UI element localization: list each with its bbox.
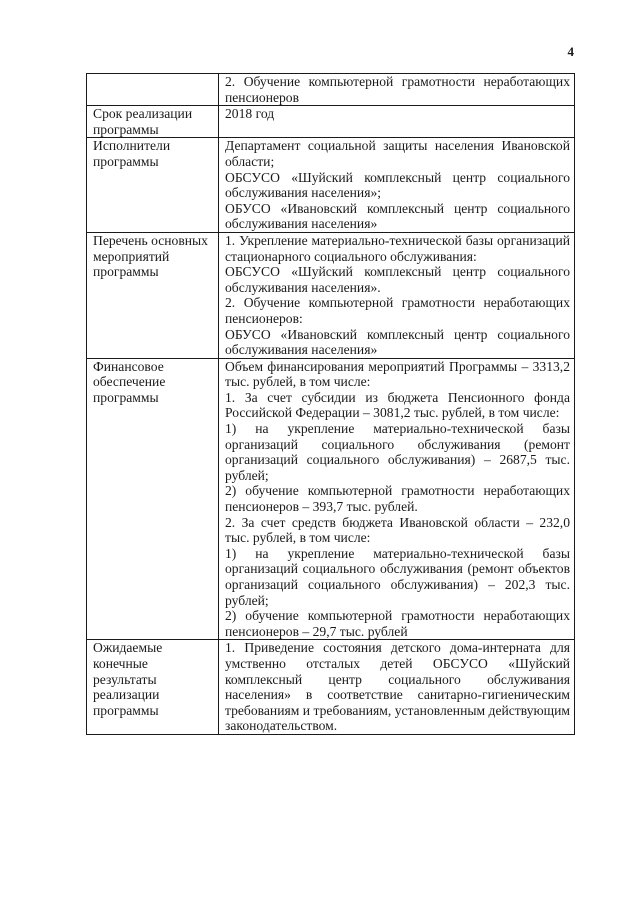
row-content	[219, 358, 575, 640]
page-number: 4	[567, 44, 574, 59]
row-label: Финансовое обеспечение программы	[87, 358, 219, 640]
table-row	[87, 232, 575, 358]
paragraph: 1. Укрепление материально-технической базы организаций стационарного социального обслуживания:	[225, 232, 570, 264]
paragraph: Объем финансирования мероприятий Программы – 3313,2 тыс. рублей, в том числе:	[225, 358, 570, 390]
program-passport-table	[86, 73, 575, 735]
paragraph: 1. Приведение состояния детского дома-интерната для умственно отсталых детей ОБСУСО «Шуйский комплексный центр социального обслуживания населения» в соответствие санитарно-гигиеническим требованиям и требованиям, установленным действующим законодательством.	[225, 640, 570, 734]
paragraph: 2. Обучение компьютерной грамотности неработающих пенсионеров	[225, 74, 570, 105]
row-content	[219, 232, 575, 358]
paragraph: 2. Обучение компьютерной грамотности неработающих пенсионеров:	[225, 295, 570, 326]
paragraph: ОБУСО «Ивановский комплексный центр социального обслуживания населения»	[225, 200, 570, 232]
paragraph: 2) обучение компьютерной грамотности неработающих пенсионеров – 29,7 тыс. рублей	[225, 608, 570, 639]
table-row	[87, 106, 575, 138]
row-content	[219, 138, 575, 233]
paragraph: 2018 год	[225, 106, 275, 122]
table-row	[87, 640, 575, 735]
paragraph: 1) на укрепление материально-технической базы организаций социального обслуживания (ремонт объектов организаций социального обслуживания) – 202,3 тыс. рублей;	[225, 545, 570, 608]
row-label: Ожидаемые конечные результаты реализации программы	[87, 640, 219, 735]
row-label	[87, 74, 219, 106]
row-content	[219, 640, 575, 735]
row-label: Срок реализации программы	[87, 106, 219, 138]
paragraph: Департамент социальной защиты населения Ивановской области;	[225, 138, 570, 169]
row-label: Исполнители программы	[87, 138, 219, 233]
paragraph: 1. За счет субсидии из бюджета Пенсионного фонда Российской Федерации – 3081,2 тыс. рублей, в том числе:	[225, 389, 570, 421]
paragraph: ОБСУСО «Шуйский комплексный центр социального обслуживания населения».	[225, 264, 570, 295]
paragraph: ОБУСО «Ивановский комплексный центр социального обслуживания населения»	[225, 326, 570, 358]
table-row	[87, 74, 575, 106]
row-content	[219, 74, 575, 106]
table-row	[87, 358, 575, 640]
table-row	[87, 138, 575, 233]
paragraph: 1) на укрепление материально-технической базы организаций социального обслуживания (ремонт организаций социального обслуживания) – 2687,5 тыс. рублей;	[225, 421, 570, 483]
paragraph: 2) обучение компьютерной грамотности неработающих пенсионеров – 393,7 тыс. рублей.	[225, 483, 570, 515]
row-content	[219, 106, 575, 138]
paragraph: ОБСУСО «Шуйский комплексный центр социального обслуживания населения»;	[225, 169, 570, 201]
paragraph: 2. За счет средств бюджета Ивановской области – 232,0 тыс. рублей, в том числе:	[225, 514, 570, 546]
row-label: Перечень основных мероприятий программы	[87, 232, 219, 358]
